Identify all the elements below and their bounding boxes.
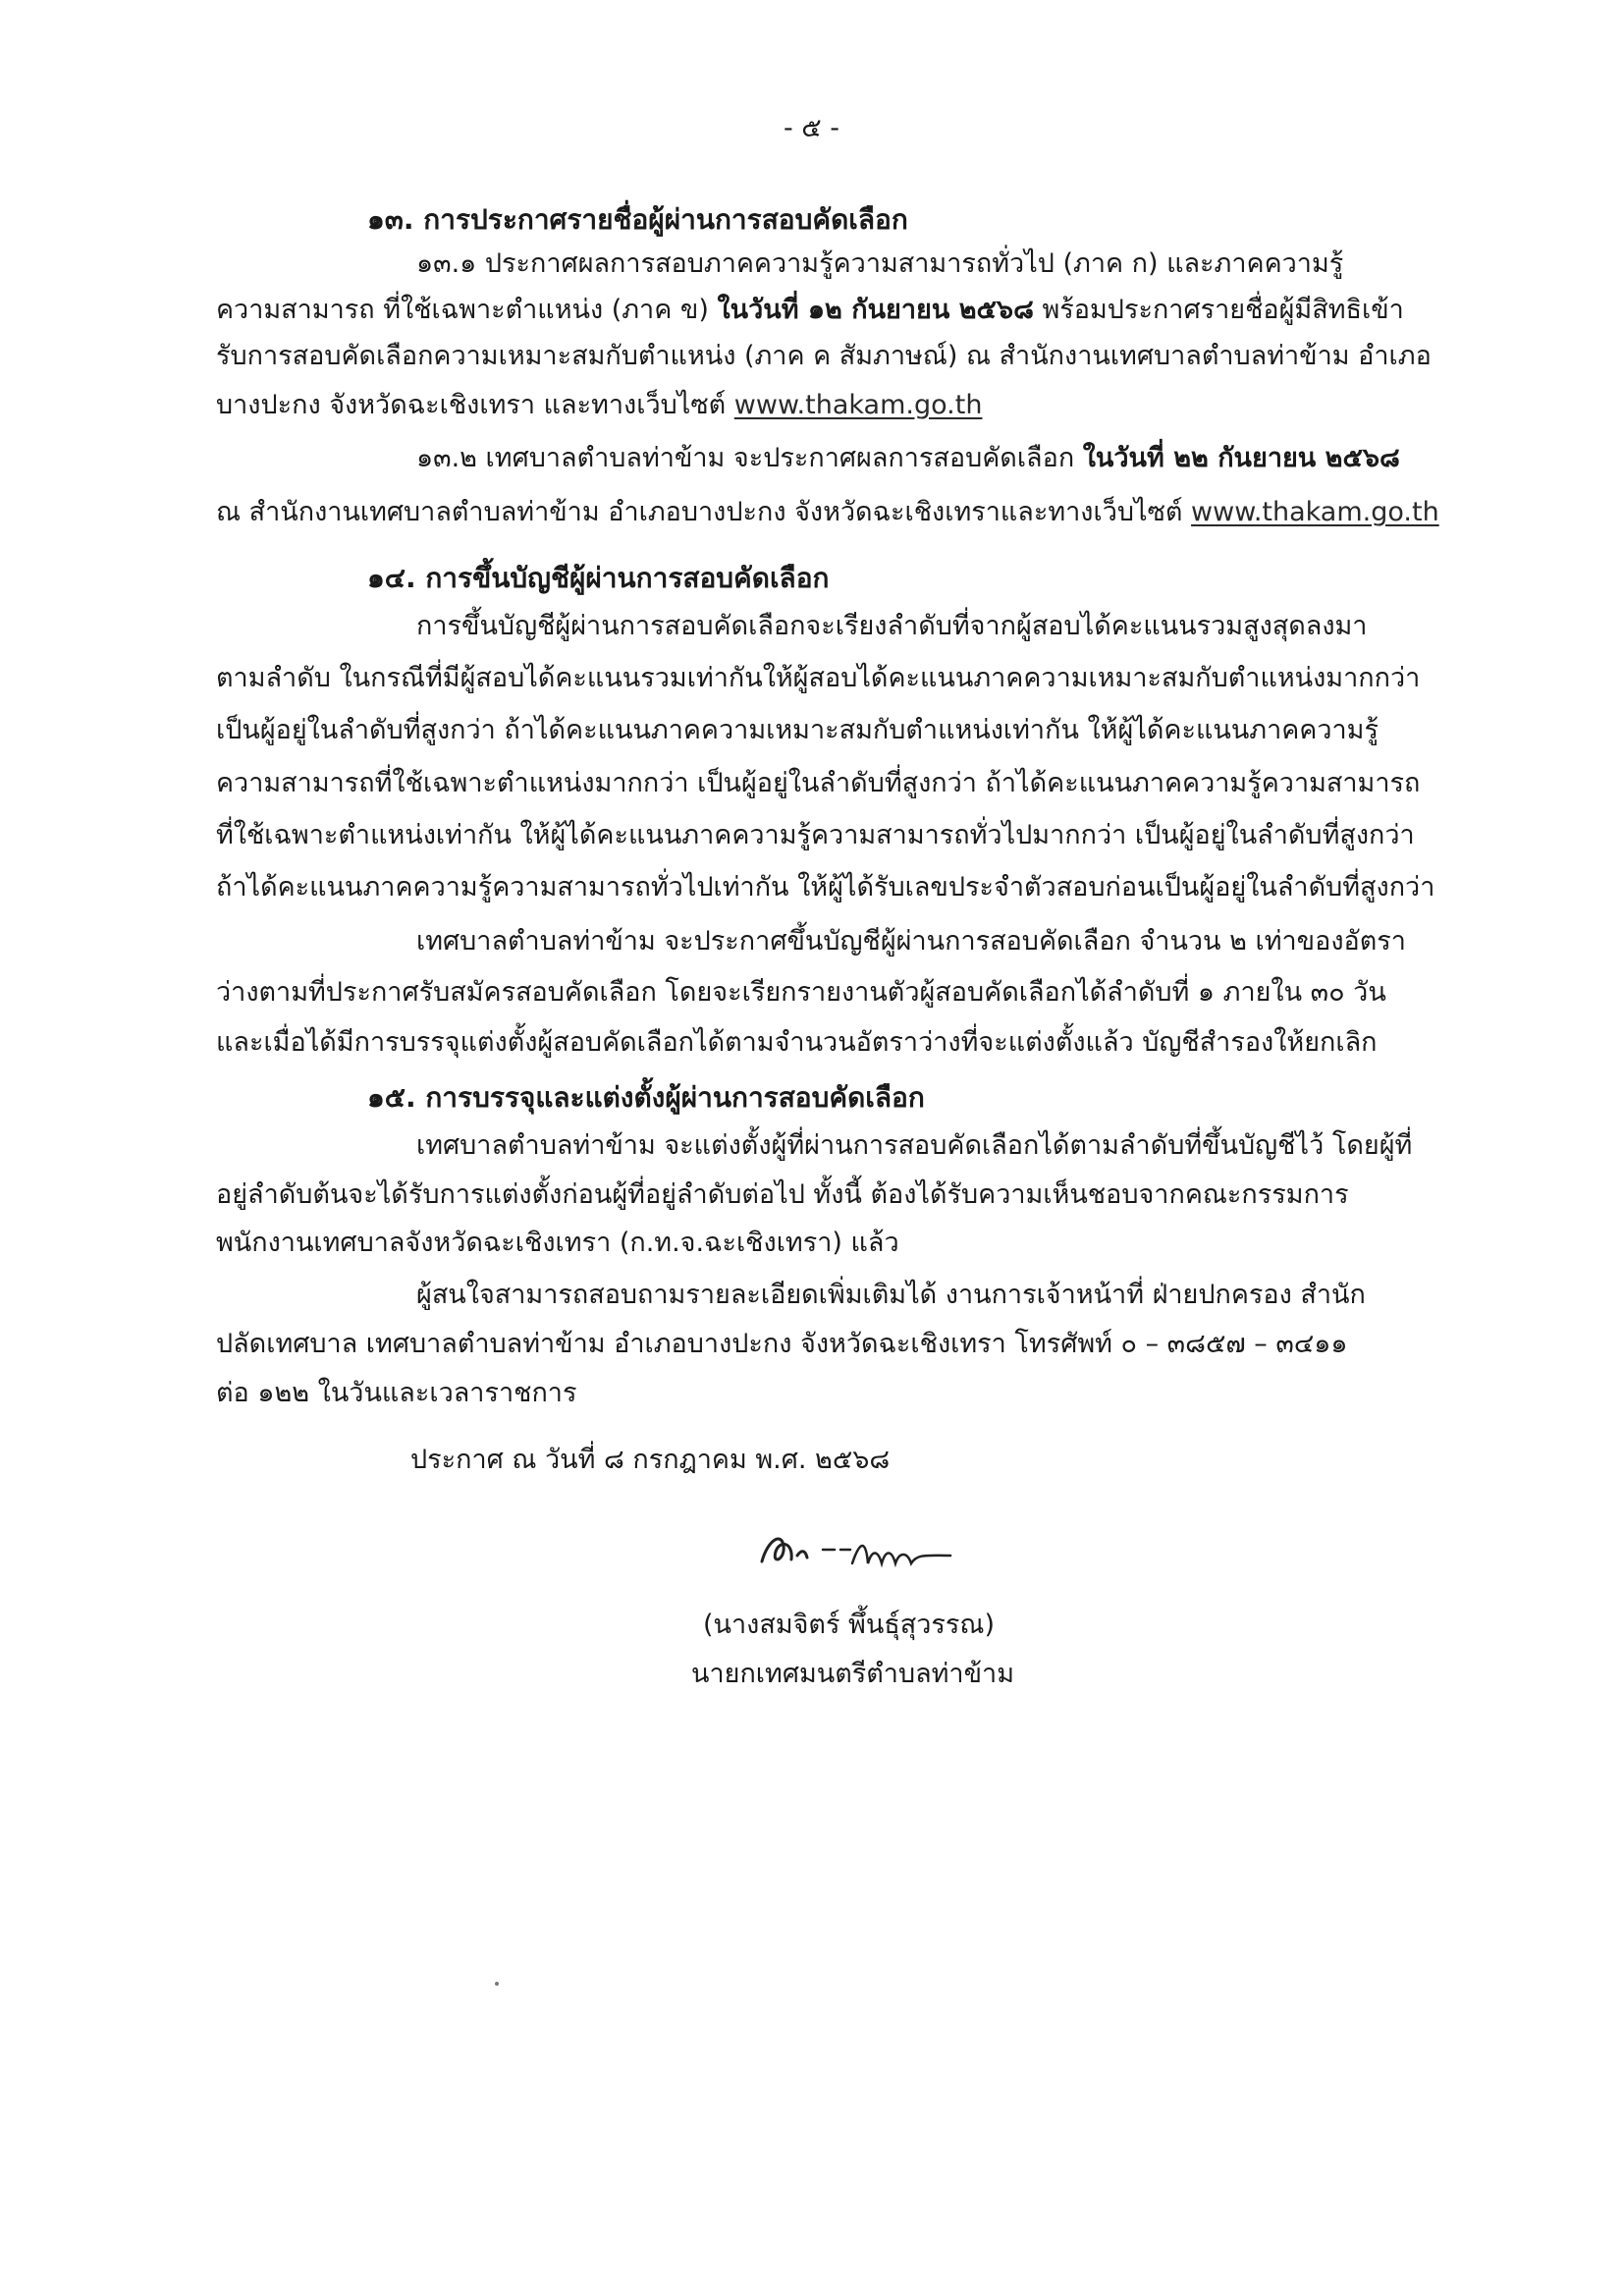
section-13-1-line-1: ๑๓.๑ ประกาศผลการสอบภาคความรู้ความสามารถทั่วไป (ภาค ก) และภาคความรู้ [416, 248, 1344, 279]
section-14-line: การขึ้นบัญชีผู้ผ่านการสอบคัดเลือกจะเรียงลำดับที่จากผู้สอบได้คะแนนรวมสูงสุดลงมา [416, 611, 1368, 641]
section-14-line: และเมื่อได้มีการบรรจุแต่งตั้งผู้สอบคัดเลือกได้ตามจำนวนอัตราว่างที่จะแต่งตั้งแล้ว บัญชีสำรองให้ยกเลิก [216, 1027, 1378, 1058]
section-15-heading: ๑๕. การบรรจุและแต่งตั้งผู้ผ่านการสอบคัดเลือก [367, 1081, 925, 1114]
section-15-line: ต่อ ๑๒๒ ในวันและเวลาราชการ [216, 1378, 577, 1408]
result-date-1: ในวันที่ ๑๒ กันยายน ๒๕๖๘ [717, 295, 1034, 325]
section-13-heading: ๑๓. การประกาศรายชื่อผู้ผ่านการสอบคัดเลือก [367, 203, 908, 236]
section-15-line: พนักงานเทศบาลจังหวัดฉะเชิงเทรา (ก.ท.จ.ฉะเชิงเทรา) แล้ว [216, 1228, 899, 1258]
signature-image [754, 1520, 960, 1579]
section-15-line: เทศบาลตำบลท่าข้าม จะแต่งตั้งผู้ที่ผ่านการสอบคัดเลือกได้ตามลำดับที่ขึ้นบัญชีไว้ โดยผู้ที่ [416, 1130, 1413, 1161]
section-14-line: ความสามารถที่ใช้เฉพาะตำแหน่งมากกว่า เป็นผู้อยู่ในลำดับที่สูงกว่า ถ้าได้คะแนนภาคความรู้ความสามารถ [216, 768, 1421, 798]
section-13-1-line-4: บางปะกง จังหวัดฉะเชิงเทรา และทางเว็บไซต์ www.thakam.go.th [216, 390, 983, 420]
section-15-line: ปลัดเทศบาล เทศบาลตำบลท่าข้าม อำเภอบางปะกง จังหวัดฉะเชิงเทรา โทรศัพท์ ๐ – ๓๘๕๗ – ๓๔๑๑ [216, 1329, 1348, 1359]
result-date-2: ในวันที่ ๒๒ กันยายน ๒๕๖๘ [1082, 443, 1400, 473]
page-number: - ๕ - [783, 113, 840, 143]
section-14-line: เป็นผู้อยู่ในลำดับที่สูงกว่า ถ้าได้คะแนนภาคความเหมาะสมกับตำแหน่งเท่ากัน ให้ผู้ได้คะแนนภาคความรู้ [216, 715, 1379, 745]
section-14-line: ตามลำดับ ในกรณีที่มีผู้สอบได้คะแนนรวมเท่ากันให้ผู้สอบได้คะแนนภาคความเหมาะสมกับตำแหน่งมากกว่า [216, 663, 1421, 693]
section-14-line: เทศบาลตำบลท่าข้าม จะประกาศขึ้นบัญชีผู้ผ่านการสอบคัดเลือก จำนวน ๒ เท่าของอัตรา [416, 926, 1406, 957]
signer-title: นายกเทศมนตรีตำบลท่าข้าม [691, 1659, 1014, 1689]
section-13-1-line-3: รับการสอบคัดเลือกความเหมาะสมกับตำแหน่ง (ภาค ค สัมภาษณ์) ณ สำนักงานเทศบาลตำบลท่าข้าม อำเภอ [216, 341, 1432, 371]
section-14-line: ถ้าได้คะแนนภาคความรู้ความสามารถทั่วไปเท่ากัน ให้ผู้ได้รับเลขประจำตัวสอบก่อนเป็นผู้อยู่ในลำดับที่สูงกว่า [216, 872, 1435, 902]
website-link[interactable]: www.thakam.go.th [1191, 497, 1439, 527]
section-14-line: ว่างตามที่ประกาศรับสมัครสอบคัดเลือก โดยจะเรียกรายงานตัวผู้สอบคัดเลือกได้ลำดับที่ ๑ ภายใน ๓๐ วัน [216, 977, 1386, 1008]
section-15-line: อยู่ลำดับต้นจะได้รับการแต่งตั้งก่อนผู้ที่อยู่ลำดับต่อไป ทั้งนี้ ต้องได้รับความเห็นชอบจากคณะกรรมการ [216, 1179, 1349, 1210]
section-15-line: ผู้สนใจสามารถสอบถามรายละเอียดเพิ่มเติมได้ งานการเจ้าหน้าที่ ฝ่ายปกครอง สำนัก [416, 1280, 1366, 1310]
section-13-2-line-1: ๑๓.๒ เทศบาลตำบลท่าข้าม จะประกาศผลการสอบคัดเลือก ในวันที่ ๒๒ กันยายน ๒๕๖๘ [416, 443, 1400, 473]
section-14-line: ที่ใช้เฉพาะตำแหน่งเท่ากัน ให้ผู้ได้คะแนนภาคความรู้ความสามารถทั่วไปมากกว่า เป็นผู้อยู่ในลำดับที่สูงกว่า [216, 820, 1415, 850]
announcement-date: ประกาศ ณ วันที่ ๘ กรกฎาคม พ.ศ. ๒๕๖๘ [410, 1445, 891, 1475]
scan-speck [495, 1982, 499, 1986]
signer-name: (นางสมจิตร์ พึ้นธุ์สุวรรณ) [703, 1610, 996, 1640]
website-link[interactable]: www.thakam.go.th [733, 390, 983, 420]
section-13-1-line-2: ความสามารถ ที่ใช้เฉพาะตำแหน่ง (ภาค ข) ในวันที่ ๑๒ กันยายน ๒๕๖๘ พร้อมประกาศรายชื่อผู้มีสิทธิเข้า [216, 295, 1404, 325]
section-13-2-line-2: ณ สำนักงานเทศบาลตำบลท่าข้าม อำเภอบางปะกง จังหวัดฉะเชิงเทราและทางเว็บไซต์ www.thakam.go.th [216, 497, 1439, 527]
section-14-heading: ๑๔. การขึ้นบัญชีผู้ผ่านการสอบคัดเลือก [367, 562, 830, 594]
